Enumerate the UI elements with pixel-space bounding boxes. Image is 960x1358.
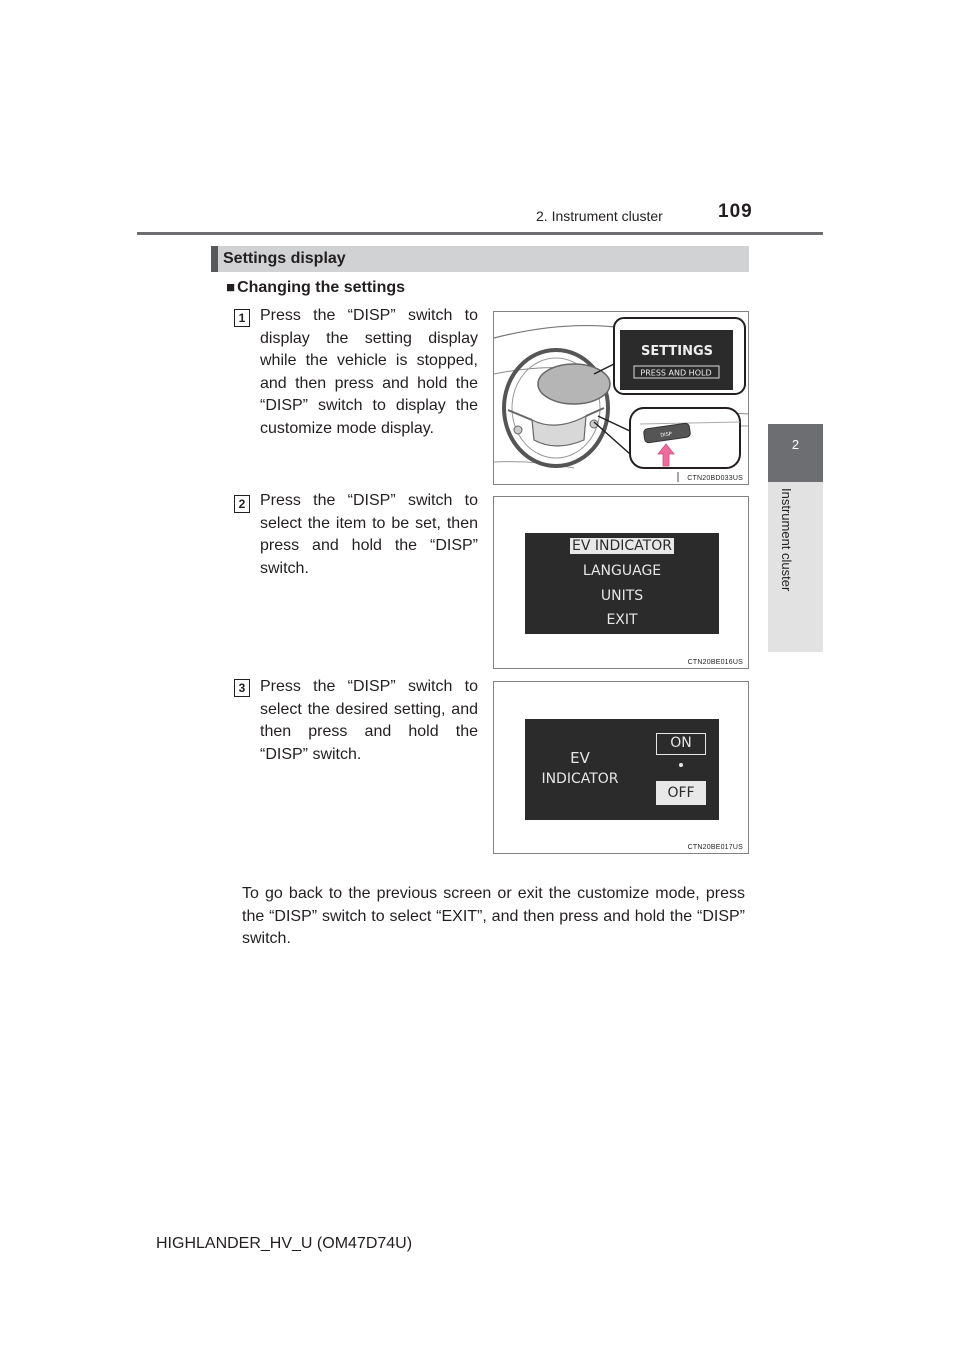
figure-code: CTN20BD033US: [687, 475, 743, 482]
note-paragraph: To go back to the previous screen or exit the customize mode, press the “DISP” switch to select “EXIT”, and then press and hold the “DISP” switch.: [242, 885, 745, 947]
menu-item: EXIT: [606, 612, 638, 628]
ev-label-line-1: EV: [570, 749, 590, 767]
subsection-title-text: Changing the settings: [237, 279, 406, 296]
step-3-text: Press the “DISP” switch to select the desired setting, and then press and hold the “DISP” switch.: [260, 678, 478, 763]
chapter-label: Instrument cluster: [779, 488, 794, 592]
option-on: ON: [656, 733, 706, 755]
square-bullet-icon: ■: [226, 279, 236, 296]
separator-dot: [679, 763, 683, 767]
option-off-selected: OFF: [656, 781, 706, 805]
header-rule: [137, 232, 823, 235]
step-1-text: Press the “DISP” switch to display the setting display while the vehicle is stopped, and then press and hold the “DISP” switch to display the customize mode display.: [260, 307, 478, 437]
subsection-title: [226, 279, 405, 297]
menu-item-selected: EV INDICATOR: [572, 538, 672, 554]
page-number: 109: [718, 201, 753, 222]
figure-settings-menu: [493, 496, 749, 669]
step-2-text: Press the “DISP” switch to select the item to be set, then press and hold the “DISP” switch.: [260, 492, 478, 577]
step-number-1: 1: [234, 309, 250, 327]
figure-code: CTN20BE016US: [687, 659, 743, 666]
lcd-ev-indicator-screen: [525, 719, 719, 820]
disp-button-label: DISP: [660, 431, 673, 439]
section-title: Settings display: [223, 250, 346, 267]
footer-model: HIGHLANDER_HV_U (OM47D74U): [156, 1235, 413, 1252]
step-number-3: 3: [234, 679, 250, 697]
settings-screen-subtitle: PRESS AND HOLD: [640, 368, 712, 378]
settings-screen-title: SETTINGS: [640, 344, 714, 359]
figure-ev-indicator: [493, 681, 749, 854]
menu-item: UNITS: [600, 588, 644, 604]
figure-code: CTN20BE017US: [687, 844, 743, 851]
running-header: 2. Instrument cluster: [536, 208, 663, 224]
menu-item: LANGUAGE: [582, 563, 662, 579]
figure-steering-wheel: [493, 311, 749, 485]
chapter-number: 2: [791, 437, 800, 452]
steering-wheel-illustration: [494, 312, 749, 485]
ev-label-line-2: INDICATOR: [541, 771, 619, 787]
lcd-menu-screen: [525, 533, 719, 634]
step-number-2: 2: [234, 495, 250, 513]
